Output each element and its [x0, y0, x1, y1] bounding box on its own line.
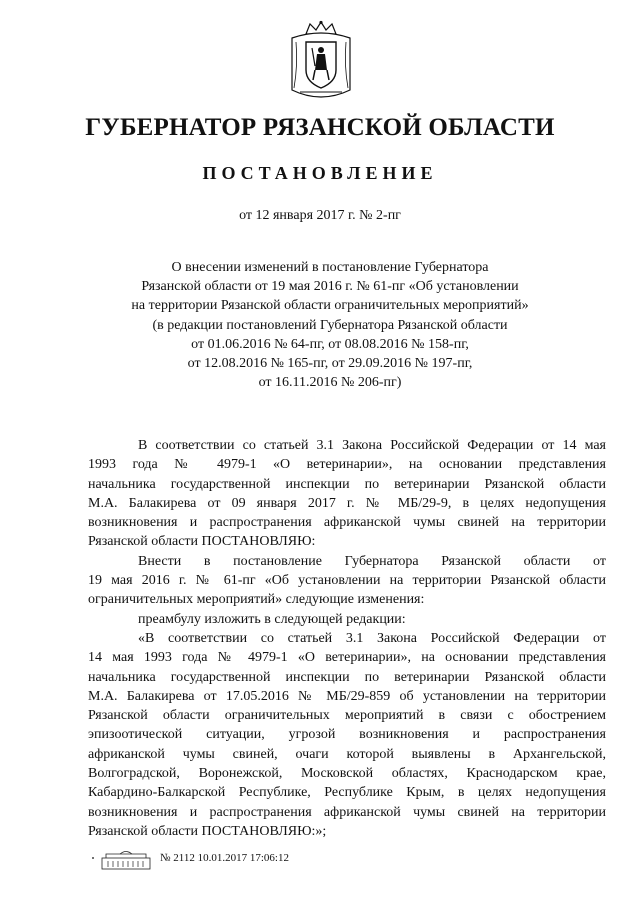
- body-line: преамбулу изложить в следующей редакции:: [138, 611, 406, 627]
- body-line: ограничительных мероприятий» следующие изменения:: [88, 592, 425, 608]
- body-line: В соответствии со статьей 3.1 Закона Российской Федерации от 14 мая: [138, 438, 606, 453]
- body-line: 19 мая 2016 г. № 61-пг «Об установлении на территории Рязанской области: [88, 573, 606, 589]
- subject-line: от 16.11.2016 № 206-пг): [258, 375, 402, 391]
- subject-line: О внесении изменений в постановление Губернатора: [171, 260, 489, 275]
- subject-line: (в редакции постановлений Губернатора Рязанской области: [152, 317, 508, 333]
- body-line: возникновения и распространения африканской чумы свиней на территории: [88, 515, 606, 531]
- body-line: «В соответствии со статьей 3.1 Закона Российской Федерации от: [138, 630, 606, 646]
- body-line: 14 мая 1993 года № 4979-1 «О ветеринарии», на основании представления: [88, 650, 606, 666]
- body-line: М.А. Балакирева от 17.05.2016 № МБ/29-859 об установлении на территории: [88, 688, 606, 704]
- body-line: Кабардино-Балкарской Республике, Республике Крым, в целях недопущения: [88, 785, 606, 801]
- subject-line: Рязанской области от 19 мая 2016 г. № 61-пг «Об установлении: [141, 279, 519, 295]
- body-line: эпизоотической ситуации, угрозой возникновения и распространения: [88, 727, 606, 743]
- registration-number: № 2112 10.01.2017 17:06:12: [160, 852, 289, 864]
- subject-line: на территории Рязанской области ограничительных мероприятий»: [131, 298, 529, 314]
- body-line: африканской чумы свиней, очаги которой выявлены в Архангельской,: [88, 746, 606, 762]
- body-line: начальника государственной инспекции по ветеринарии Рязанской области: [88, 669, 606, 685]
- body-line: Рязанской области ограничительных мероприятий в связи с обострением: [88, 708, 606, 724]
- document-subject: [120, 258, 540, 392]
- issuing-authority-title: ГУБЕРНАТОР РЯЗАНСКОЙ ОБЛАСТИ: [85, 114, 555, 141]
- body-line: возникновения и распространения африканской чумы свиней на территории: [88, 804, 606, 820]
- document-type-title: ПОСТАНОВЛЕНИЕ: [202, 163, 438, 183]
- body-line: М.А. Балакирева от 09 января 2017 г. № МБ/29-9, в целях недопущения: [88, 495, 606, 511]
- coat-of-arms-emblem: [286, 20, 356, 104]
- registration-footer: [90, 847, 390, 871]
- registration-dot-icon: [90, 851, 96, 865]
- body-line: Рязанской области ПОСТАНОВЛЯЮ:»;: [88, 823, 327, 839]
- subject-line: от 12.08.2016 № 165-пг, от 29.09.2016 № 197-пг,: [187, 356, 473, 372]
- registry-stamp-icon: [100, 849, 152, 871]
- body-line: Волгоградской, Воронежской, Московской областях, Краснодарском крае,: [88, 766, 606, 782]
- body-line: начальника государственной инспекции по ветеринарии Рязанской области: [88, 476, 606, 492]
- body-line: Внести в постановление Губернатора Рязанской области от: [138, 553, 606, 569]
- document-body: [88, 436, 606, 841]
- body-line: Рязанской области ПОСТАНОВЛЯЮ:: [88, 534, 316, 550]
- body-line: 1993 года № 4979-1 «О ветеринарии», на основании представления: [88, 457, 606, 473]
- document-date-number: от 12 января 2017 г. № 2-пг: [239, 208, 401, 223]
- subject-line: от 01.06.2016 № 64-пг, от 08.08.2016 № 158-пг,: [191, 336, 469, 352]
